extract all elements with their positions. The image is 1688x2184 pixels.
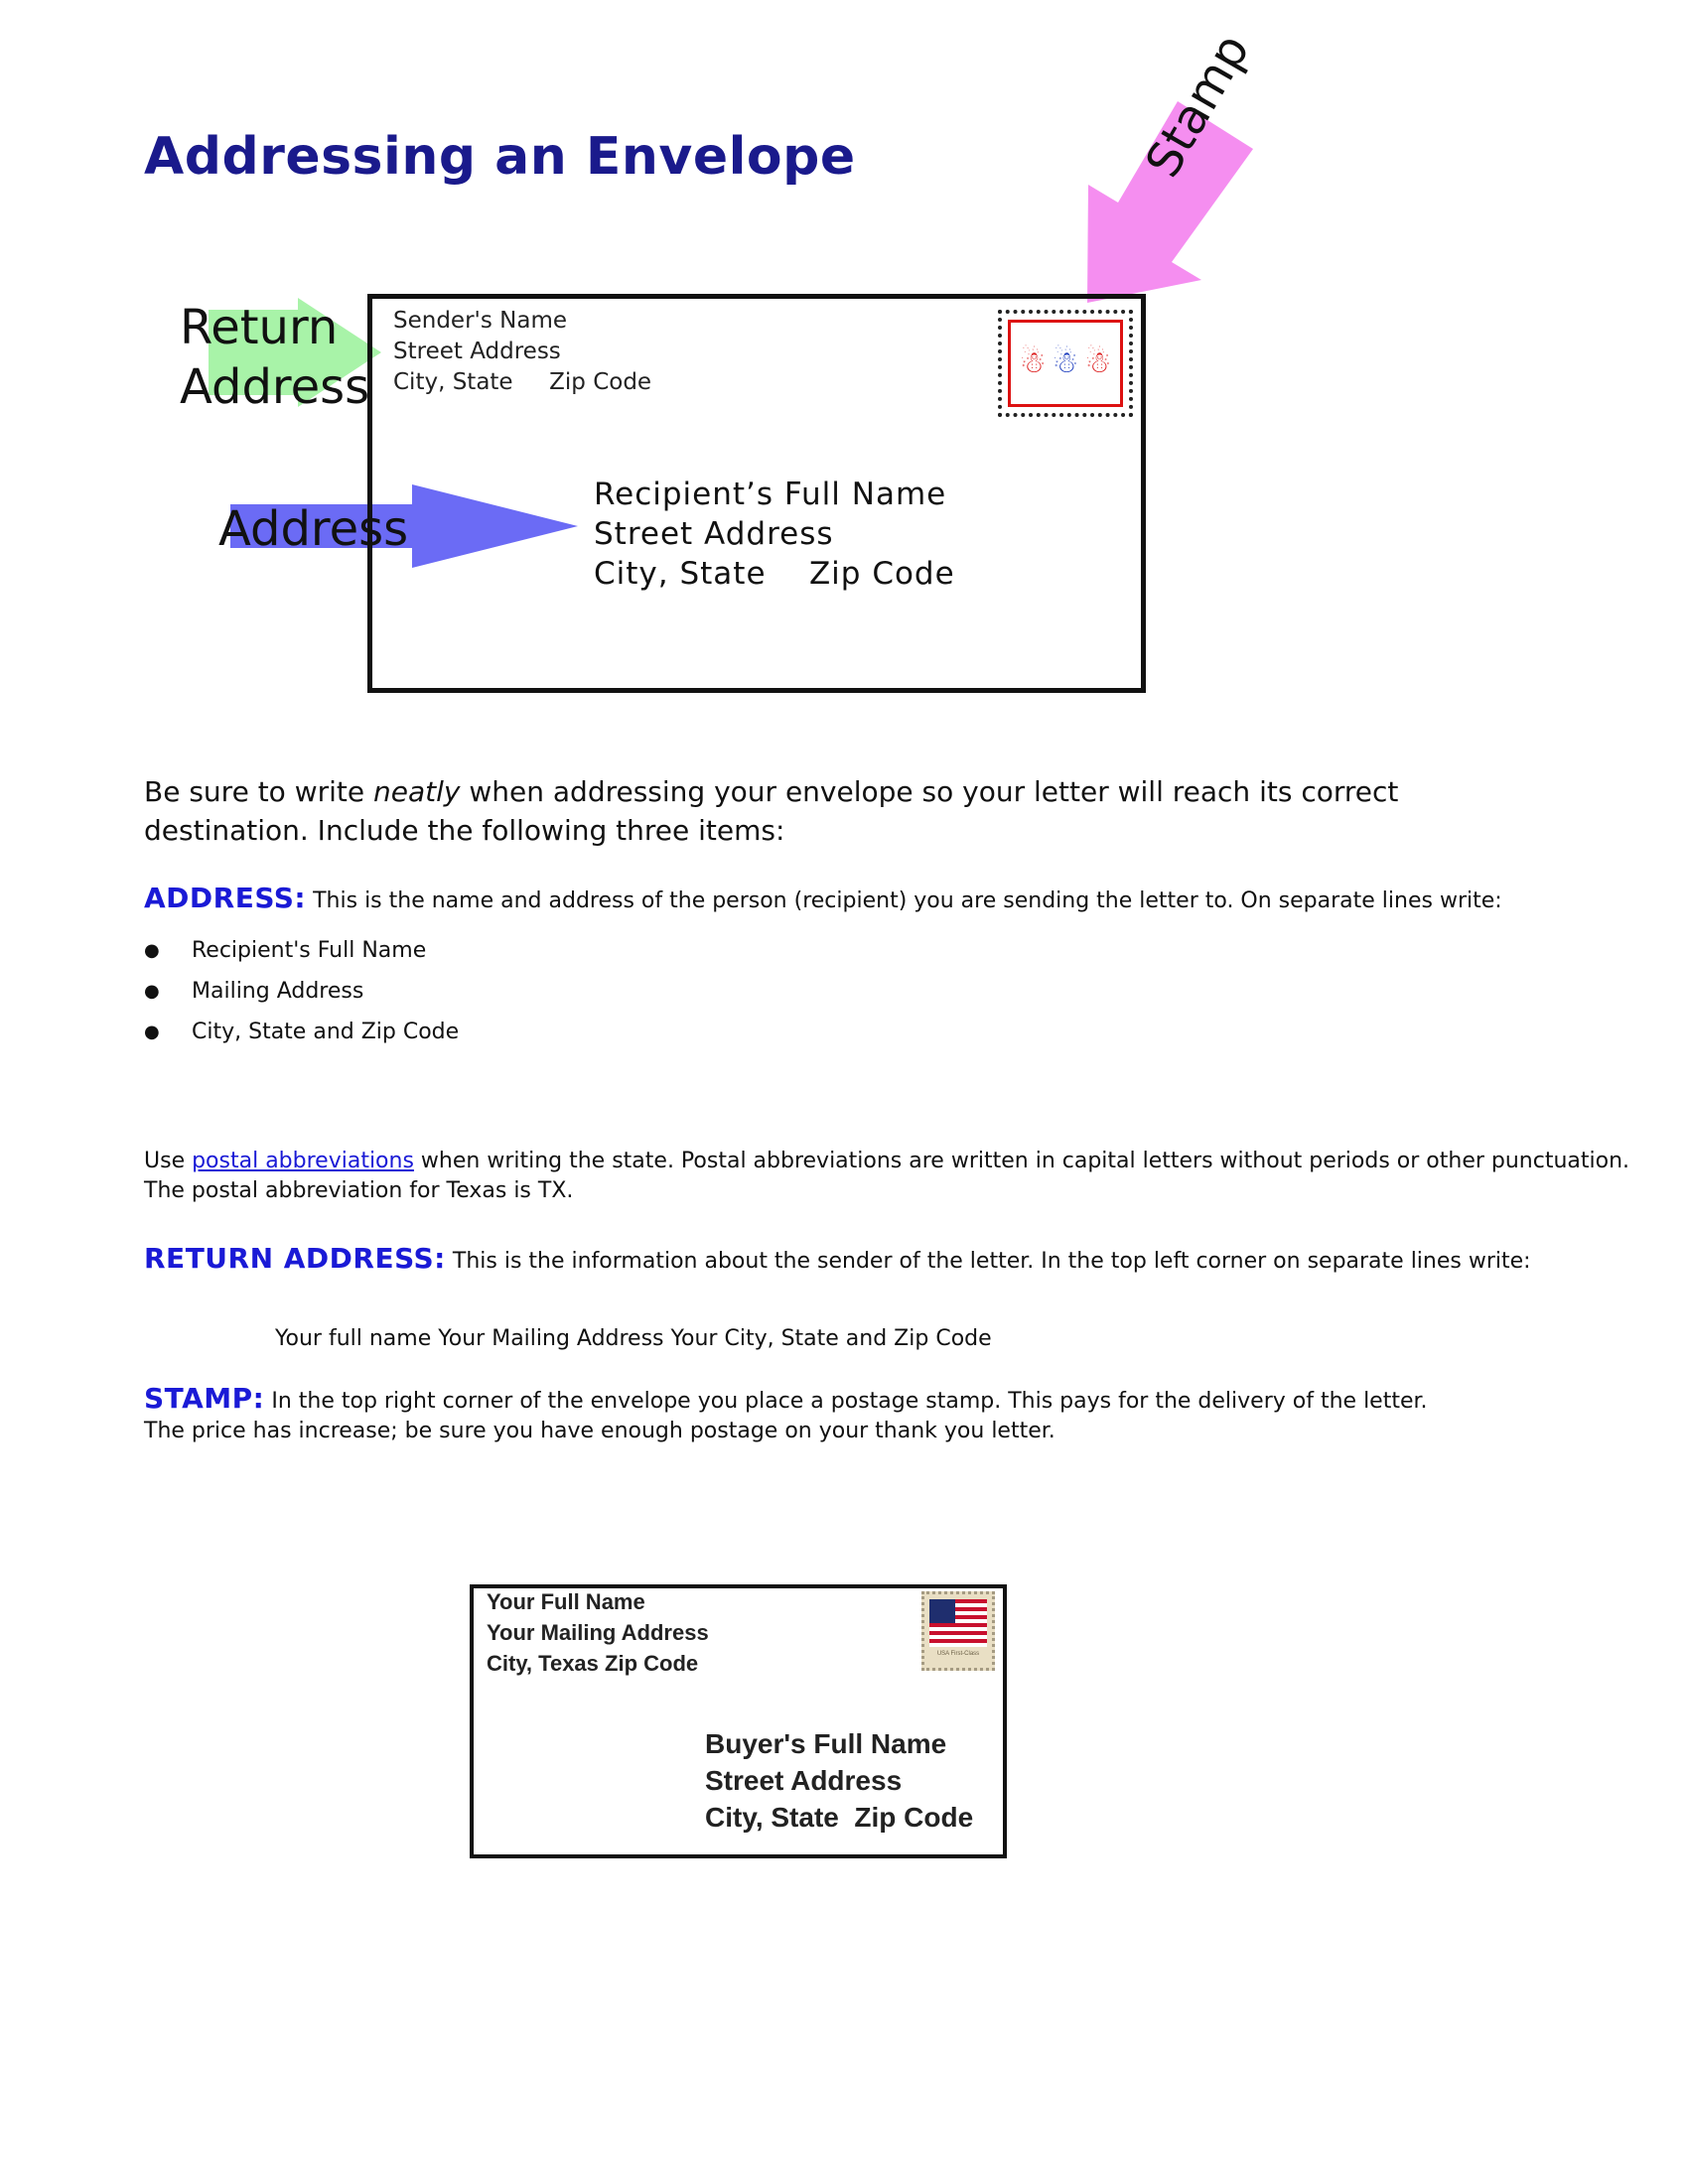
recipient-street: Street Address (594, 516, 834, 552)
intro-text-after: when addressing your envelope so your letter will reach its correct destination. Include the following three items: (144, 775, 1399, 847)
sender-street: Street Address (393, 339, 561, 364)
recipient-city: City, State Zip Code (594, 556, 955, 592)
postal-paragraph (144, 1147, 1629, 1206)
sender-address-block (393, 306, 651, 398)
stamp-line2: The price has increase; be sure you have enough postage on your thank you letter. (144, 1419, 1055, 1443)
address-description: This is the name and address of the person (recipient) you are sending the letter to. On separate lines write: (306, 888, 1502, 913)
sender-name: Sender's Name (393, 308, 568, 334)
sample-return-name: Your Full Name (487, 1589, 645, 1614)
kid-figure-icon: ☃ (1019, 345, 1047, 380)
list-item: ● Recipient's Full Name (144, 930, 459, 971)
return-address-label (180, 298, 369, 417)
intro-paragraph (144, 772, 1554, 850)
sample-recipient-street: Street Address (705, 1765, 903, 1796)
list-item: ● City, State and Zip Code (144, 1012, 459, 1052)
postal-text-after: when writing the state. Postal abbreviations are written in capital letters without periods or other punctuation. (413, 1149, 1630, 1173)
recipient-address-block (594, 475, 955, 594)
sample-return-city: City, Texas Zip Code (487, 1651, 699, 1676)
sample-recipient-name: Buyer's Full Name (705, 1728, 947, 1759)
intro-emphasis: neatly (373, 775, 461, 808)
return-address-heading: RETURN ADDRESS: (144, 1242, 446, 1275)
sample-return-address (487, 1586, 709, 1679)
us-flag-icon (929, 1599, 987, 1647)
postal-line1 (144, 1147, 1629, 1176)
postal-text-before: Use (144, 1149, 193, 1173)
stamp-label: Stamp (1135, 24, 1261, 188)
kid-figure-icon: ☃ (1052, 345, 1079, 380)
stamp-description: In the top right corner of the envelope you place a postage stamp. This pays for the delivery of the letter. (264, 1389, 1428, 1414)
postal-line2: The postal abbreviation for Texas is TX. (144, 1178, 574, 1203)
sender-city: City, State Zip Code (393, 369, 652, 395)
return-label-line1: Return (180, 300, 339, 355)
stamp-caption: USA First-Class (936, 1651, 980, 1657)
list-item: ● Mailing Address (144, 971, 459, 1012)
return-address-section (144, 1244, 1531, 1277)
sample-recipient-city: City, State Zip Code (705, 1802, 974, 1833)
intro-text-before: Be sure to write (144, 775, 373, 808)
sample-return-street: Your Mailing Address (487, 1620, 709, 1645)
stamp-section (144, 1384, 1428, 1446)
kid-figure-icon: ☃ (1084, 345, 1112, 380)
kids-stamp-image (998, 310, 1133, 417)
address-label: Address (218, 501, 409, 557)
return-address-description: This is the information about the sender of the letter. In the top left corner on separate lines write: (445, 1249, 1531, 1274)
sample-recipient-address (705, 1725, 973, 1836)
return-address-example: Your full name Your Mailing Address Your City, State and Zip Code (275, 1326, 992, 1351)
postal-abbreviations-link[interactable]: postal abbreviations (192, 1149, 414, 1173)
address-items-list (144, 930, 459, 1052)
page-title: Addressing an Envelope (144, 127, 856, 187)
address-section-intro (144, 884, 1502, 916)
recipient-name: Recipient’s Full Name (594, 477, 947, 512)
stamp-heading: STAMP: (144, 1382, 265, 1415)
flag-stamp-image (921, 1591, 995, 1671)
return-label-line2: Address (180, 359, 370, 415)
address-heading: ADDRESS: (144, 882, 307, 914)
stamp-line1 (144, 1384, 1428, 1417)
